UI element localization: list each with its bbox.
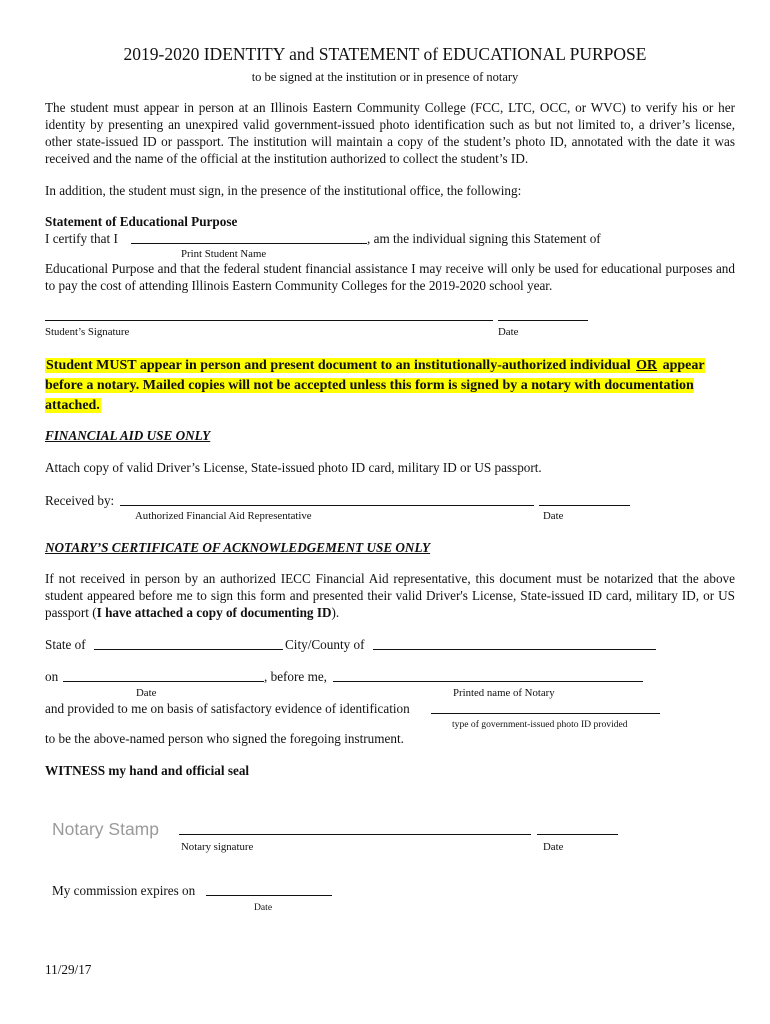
notary-date-label: Date (136, 687, 157, 699)
representative-label: Authorized Financial Aid Representative (135, 510, 312, 522)
witness-text: WITNESS my hand and official seal (45, 763, 250, 778)
commission-date-label: Date (254, 902, 273, 913)
provided-text: and provided to me on basis of satisfactory evidence of identification (45, 701, 410, 716)
notice-or: OR (636, 358, 658, 373)
city-county-label: City/County of (285, 637, 365, 652)
notice-part-2: appear before a notary. Mailed copies will not be accepted unless this form is signed by a notary with documentation attached. (45, 358, 705, 413)
notary-date-line[interactable] (63, 681, 264, 682)
id-type-label: type of government-issued photo ID provided (452, 719, 628, 730)
city-county-line[interactable] (373, 649, 656, 650)
notary-signature-date-label: Date (543, 841, 564, 853)
state-line[interactable] (94, 649, 283, 650)
representative-signature-line[interactable] (120, 505, 534, 506)
printed-name-label: Printed name of Notary (453, 687, 555, 699)
received-by-label: Received by: (45, 493, 115, 508)
commission-date-line[interactable] (206, 895, 332, 896)
commission-label: My commission expires on (52, 883, 196, 898)
notary-name-line[interactable] (333, 681, 643, 682)
financial-aid-heading: FINANCIAL AID USE ONLY (45, 428, 211, 443)
notary-text-bold: I have attached a copy of documenting ID (96, 605, 332, 620)
notice-part-1: Student MUST appear in person and present document to an institutionally-authorized individual (46, 358, 635, 373)
notary-signature-date-line[interactable] (537, 834, 618, 835)
notary-stamp-placeholder: Notary Stamp (52, 819, 159, 839)
named-person-text: to be the above-named person who signed the foregoing instrument. (45, 731, 404, 746)
before-me-label: , before me, (264, 669, 327, 684)
highlight-notice (45, 355, 725, 415)
student-signature-line[interactable] (45, 320, 493, 321)
document-title: 2019-2020 IDENTITY and STATEMENT of EDUCATIONAL PURPOSE (123, 44, 647, 64)
representative-date-line[interactable] (539, 505, 630, 506)
id-type-line[interactable] (431, 713, 660, 714)
representative-date-label: Date (543, 510, 564, 522)
state-of-label: State of (45, 637, 86, 652)
on-label: on (45, 669, 59, 684)
notary-heading: NOTARY’S CERTIFICATE OF ACKNOWLEDGEMENT USE ONLY (45, 540, 431, 555)
notary-signature-line[interactable] (179, 834, 531, 835)
notary-text-after: ). (331, 605, 340, 620)
notary-paragraph (45, 570, 735, 621)
student-date-label: Date (498, 326, 519, 338)
document-subtitle: to be signed at the institution or in presence of notary (251, 70, 519, 84)
intro-paragraph: The student must appear in person at an Illinois Eastern Community College (FCC, LTC, OCC, or WVC) to verify his or her identity by presenting an unexpired valid government-issued photo identification such as but not limited to, a driver’s license, other state-issued ID or passport. The institution will maintain a copy of the student’s photo ID, annotated with the date it was received and the name of the official at the institution authorized to collect the student’s ID. (45, 100, 735, 166)
student-name-line[interactable] (131, 243, 367, 244)
student-date-line[interactable] (498, 320, 588, 321)
certify-prefix: I certify that I (45, 231, 118, 246)
statement-heading: Statement of Educational Purpose (45, 214, 238, 229)
intro-instruction: In addition, the student must sign, in the presence of the institutional office, the following: (45, 183, 522, 198)
statement-body: Educational Purpose and that the federal student financial assistance I may receive will only be used for educational purposes and to pay the cost of attending Illinois Eastern Community Colleges for the 2019-2020 school year. (45, 261, 735, 293)
notary-text-before: If not received in person by an authorized IECC Financial Aid representative, this document must be notarized that the above student appeared before me to sign this form and presented their valid Driver's License, State-issued ID card, military ID, or US passport ( (45, 571, 735, 620)
student-signature-label: Student’s Signature (45, 326, 130, 338)
print-name-label: Print Student Name (181, 248, 267, 260)
certify-suffix: , am the individual signing this Statement of (367, 231, 601, 246)
attach-id-text: Attach copy of valid Driver’s License, State-issued photo ID card, military ID or US passport. (45, 460, 542, 475)
notary-signature-label: Notary signature (181, 841, 254, 853)
footer-date: 11/29/17 (45, 962, 92, 977)
